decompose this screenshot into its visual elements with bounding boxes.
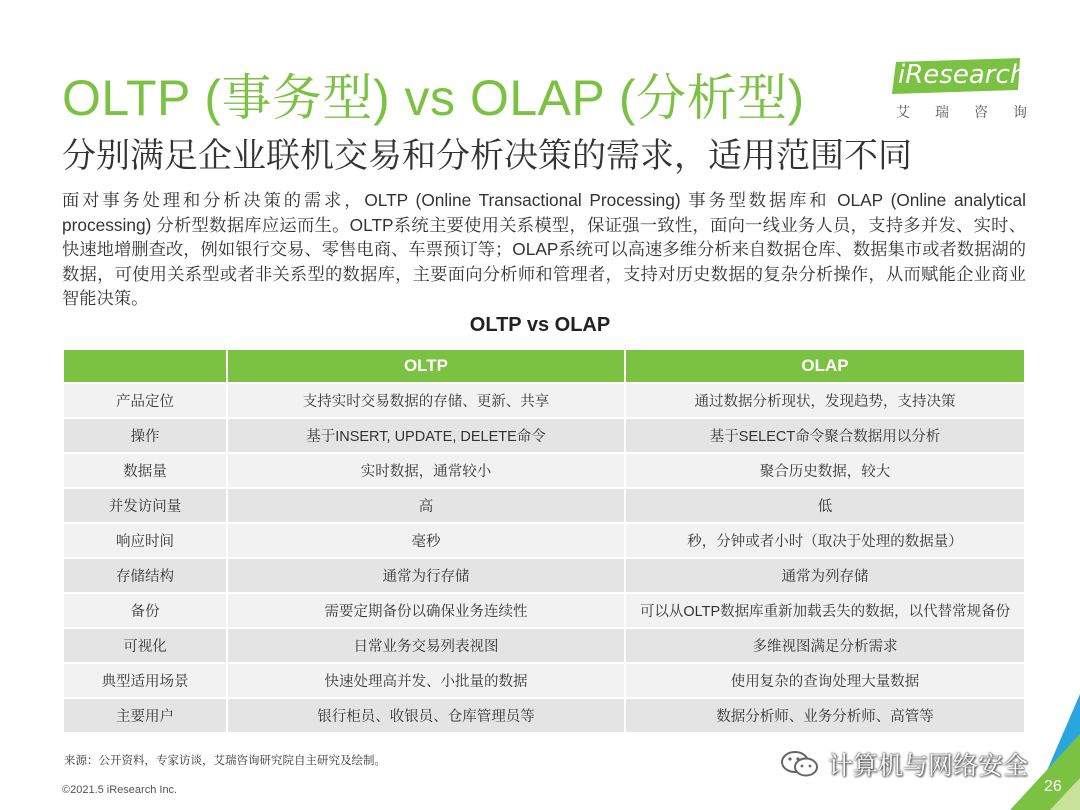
table-row — [64, 489, 1024, 524]
row-label-cell: 操作 — [64, 419, 228, 454]
table-row — [64, 629, 1024, 664]
row-label-cell: 主要用户 — [64, 699, 228, 734]
oltp-cell: 日常业务交易列表视图 — [228, 629, 626, 664]
header-cell-oltp: OLTP — [228, 350, 626, 384]
logo-text: iResearch — [898, 60, 1027, 90]
logo-char: 艾 — [896, 104, 911, 120]
watermark-text: 计算机与网络安全 — [828, 752, 1029, 780]
row-label-cell: 备份 — [64, 594, 228, 629]
oltp-cell: 通常为行存储 — [228, 559, 626, 594]
table-header-row — [64, 350, 1024, 384]
olap-cell: 秒，分钟或者小时（取决于处理的数据量） — [626, 524, 1024, 559]
oltp-cell: 支持实时交易数据的存储、更新、共享 — [228, 384, 626, 419]
wechat-icon — [780, 749, 820, 779]
table-row — [64, 594, 1024, 629]
olap-cell: 基于SELECT命令聚合数据用以分析 — [626, 419, 1024, 454]
table-row — [64, 384, 1024, 419]
olap-cell: 可以从OLTP数据库重新加载丢失的数据，以代替常规备份 — [626, 594, 1024, 629]
table-body — [64, 384, 1024, 734]
logo-char: 询 — [1013, 104, 1028, 120]
table-row — [64, 559, 1024, 594]
page-title: OLTP (事务型) vs OLAP (分析型) — [62, 70, 805, 126]
row-label-cell: 存储结构 — [64, 559, 228, 594]
olap-cell: 通过数据分析现状，发现趋势，支持决策 — [626, 384, 1024, 419]
row-label-cell: 可视化 — [64, 629, 228, 664]
row-label-cell: 并发访问量 — [64, 489, 228, 524]
comparison-table — [64, 350, 1024, 734]
olap-cell: 聚合历史数据，较大 — [626, 454, 1024, 489]
olap-cell: 使用复杂的查询处理大量数据 — [626, 664, 1024, 699]
oltp-cell: 毫秒 — [228, 524, 626, 559]
header-cell-empty — [64, 350, 228, 384]
table-row — [64, 664, 1024, 699]
row-label-cell: 响应时间 — [64, 524, 228, 559]
oltp-cell: 高 — [228, 489, 626, 524]
oltp-cell: 需要定期备份以确保业务连续性 — [228, 594, 626, 629]
source-note: 来源：公开资料，专家访谈，艾瑞咨询研究院自主研究及绘制。 — [64, 755, 386, 767]
logo-char: 瑞 — [935, 104, 950, 120]
olap-cell: 多维视图满足分析需求 — [626, 629, 1024, 664]
row-label-cell: 数据量 — [64, 454, 228, 489]
oltp-cell: 快速处理高并发、小批量的数据 — [228, 664, 626, 699]
header-cell-olap: OLAP — [626, 350, 1024, 384]
page-subtitle: 分别满足企业联机交易和分析决策的需求，适用范围不同 — [62, 137, 912, 175]
table-title: OLTP vs OLAP — [469, 314, 611, 336]
logo-char: 咨 — [974, 104, 989, 120]
table-row — [64, 454, 1024, 489]
row-label-cell: 产品定位 — [64, 384, 228, 419]
olap-cell: 通常为列存储 — [626, 559, 1024, 594]
table-row — [64, 524, 1024, 559]
olap-cell: 数据分析师、业务分析师、高管等 — [626, 699, 1024, 734]
oltp-cell: 实时数据，通常较小 — [228, 454, 626, 489]
iresearch-logo — [892, 58, 1032, 128]
olap-cell: 低 — [626, 489, 1024, 524]
copyright: ©2021.5 iResearch Inc. — [62, 784, 178, 796]
wechat-watermark — [780, 746, 1028, 782]
row-label-cell: 典型适用场景 — [64, 664, 228, 699]
table-row — [64, 419, 1024, 454]
oltp-cell: 银行柜员、收银员、仓库管理员等 — [228, 699, 626, 734]
oltp-cell: 基于INSERT, UPDATE, DELETE命令 — [228, 419, 626, 454]
table-row — [64, 699, 1024, 734]
intro-paragraph: 面对事务处理和分析决策的需求，OLTP (Online Transactional Processing) 事务型数据库和 OLAP (Online analytical processing) 分析型数据库应运而生。OLTP系统主要使用关系模型，保证强一致性，面向一线业务人员，支持多并发、实时、快速地增删查改，例如银行交易、零售电商、车票预订等；OLAP系统可以高速多维分析来自数据仓库、数据集市或者数据湖的数据，可使用关系型或者非关系型的数据库，主要面向分析师和管理者，支持对历史数据的复杂分析操作，从而赋能企业商业智能决策。 — [62, 190, 1026, 308]
logo-chinese — [896, 102, 1028, 122]
page-number: 26 — [1044, 778, 1062, 795]
